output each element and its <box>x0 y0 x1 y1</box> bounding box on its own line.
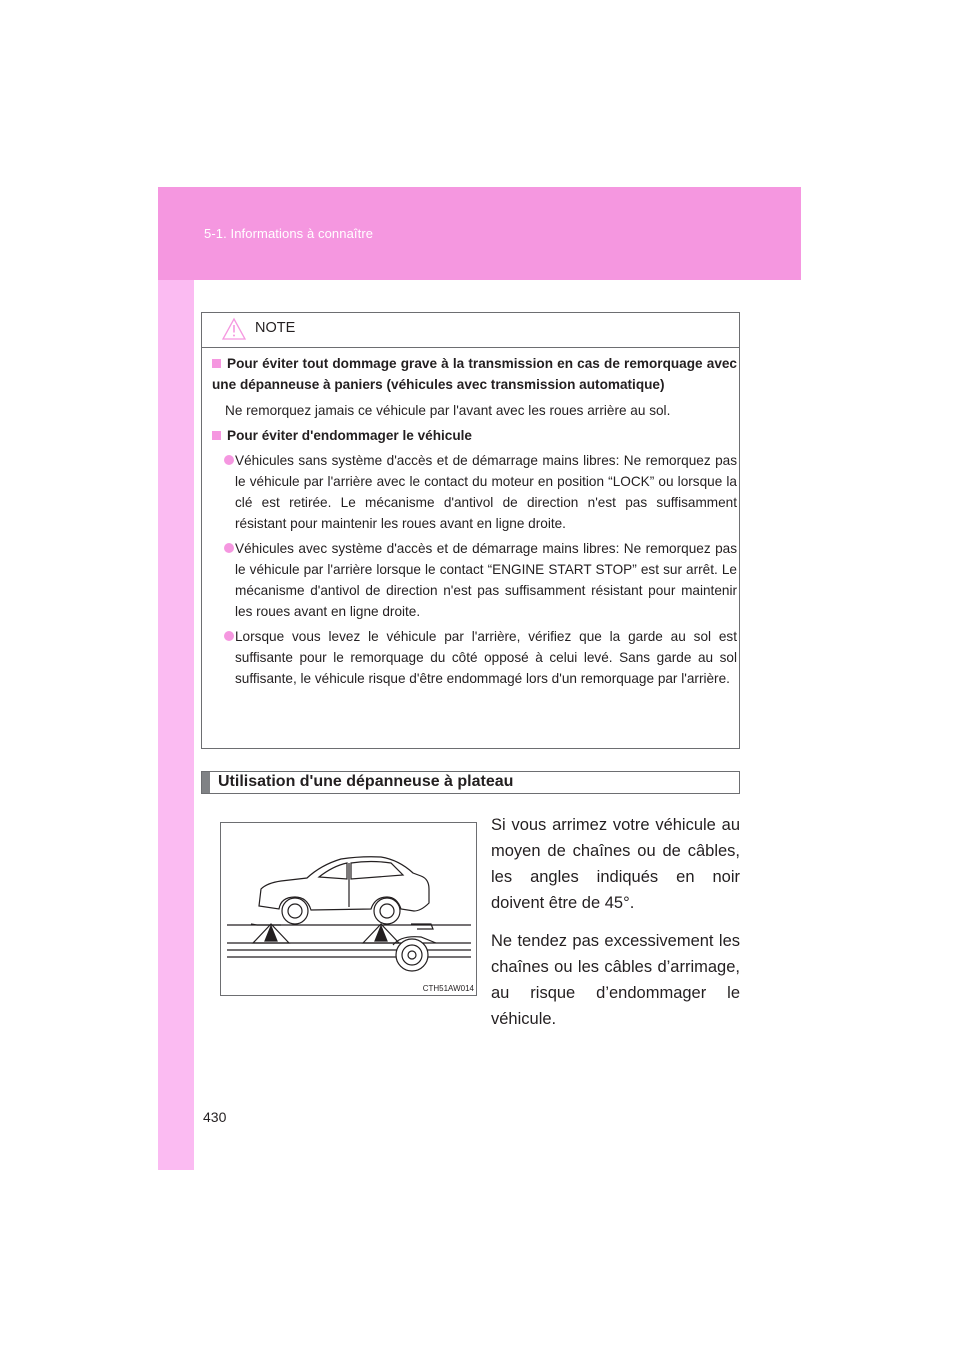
note-section1-heading-text: Pour éviter tout dommage grave à la transmission en cas de remorquage avec une dépanneuse à paniers (véhicules avec transmission automatique) <box>212 356 737 392</box>
circle-bullet-icon <box>224 631 234 641</box>
list-item: Lorsque vous levez le véhicule par l'arrière, vérifiez que la garde au sol est suffisante pour le remorquage du côté opposé à celui levé. Sans garde au sol suffisante, le véhicule risque d'être endommagé lors d'un remorquage par l'arrière. <box>212 626 737 689</box>
note-body <box>212 353 737 693</box>
section-text <box>491 812 740 1044</box>
note-section1-heading <box>212 353 737 395</box>
note-header <box>202 313 739 348</box>
section-title: Utilisation d'une dépanneuse à plateau <box>218 773 514 790</box>
section-heading-bar <box>201 771 740 794</box>
circle-bullet-icon <box>224 543 234 553</box>
page-number: 430 <box>203 1109 227 1125</box>
warning-triangle-icon <box>221 317 247 341</box>
list-item: Véhicules avec système d'accès et de démarrage mains libres: Ne remorquez pas le véhicule par l'arrière lorsque le contact “ENGINE START STOP” est sur arrêt. Le mécanisme d'antivol de direction n'est pas suffisamment résistant pour maintenir les roues avant en ligne droite. <box>212 538 737 622</box>
note-box <box>201 312 740 749</box>
note-section2-bullets <box>212 450 737 689</box>
side-bar <box>158 187 194 1170</box>
note-section2-heading <box>212 425 737 446</box>
flatbed-truck-figure <box>220 822 477 996</box>
section-paragraph-2: Ne tendez pas excessivement les chaînes ou les câbles d’arrimage, au risque d’endommager le véhicule. <box>491 932 740 1028</box>
note-section2-heading-text: Pour éviter d'endommager le véhicule <box>227 428 472 443</box>
circle-bullet-icon <box>224 455 234 465</box>
figure-code: CTH51AW014 <box>422 984 474 993</box>
section-accent <box>202 772 210 793</box>
note-section1-text: Ne remorquez jamais ce véhicule par l'avant avec les roues arrière au sol. <box>225 403 671 418</box>
square-bullet-icon <box>212 359 221 368</box>
section-paragraph-1: Si vous arrimez votre véhicule au moyen de chaînes ou de câbles, les angles indiqués en noir doivent être de 45°. <box>491 816 740 912</box>
square-bullet-icon <box>212 431 221 440</box>
breadcrumb: 5-1. Informations à connaître <box>204 226 374 241</box>
list-item: Véhicules sans système d'accès et de démarrage mains libres: Ne remorquez pas le véhicule par l'arrière avec le contact du moteur en position “LOCK” ou lorsque la clé est retirée. Le mécanisme d'antivol de direction n'est pas suffisamment résistant pour maintenir les roues avant en ligne droite. <box>212 450 737 534</box>
note-title: NOTE <box>255 320 296 336</box>
flatbed-car-illustration <box>221 823 476 995</box>
